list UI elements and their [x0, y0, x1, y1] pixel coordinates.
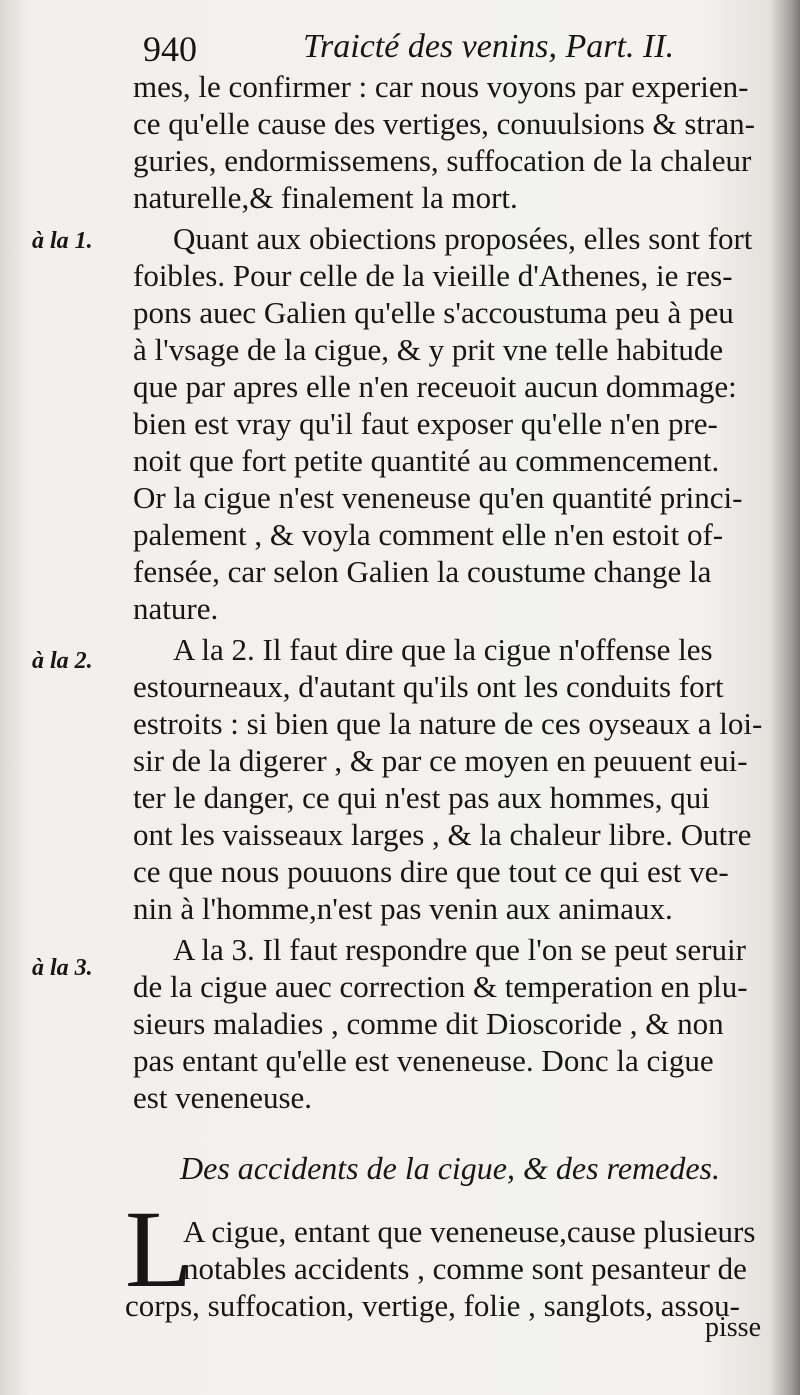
margin-note-2: à la 2. [32, 648, 93, 674]
section-heading: Des accidents de la cigue, & des remedes. [180, 1150, 720, 1186]
text-line: pons auec Galien qu'elle s'accoustuma peu à peu [133, 295, 734, 330]
text-line: que par apres elle n'en receuoit aucun dommage: [133, 369, 737, 404]
text-line: estroits : si bien que la nature de ces oyseaux a loi- [133, 706, 763, 741]
text-line: à l'vsage de la cigue, & y prit vne telle habitude [133, 332, 724, 367]
text-line: ce que nous pouuons dire que tout ce qui est ve- [133, 854, 729, 889]
margin-note-1: à la 1. [32, 228, 93, 254]
page-edge-shadow [770, 0, 800, 1395]
text-line: corps, suffocation, vertige, folie , sanglots, assou- [125, 1288, 740, 1323]
text-line: foibles. Pour celle de la vieille d'Athenes, ie res- [133, 258, 733, 293]
text-line: nin à l'homme,n'est pas venin aux animaux. [133, 891, 673, 926]
paragraph [133, 931, 788, 1116]
text-line: ont les vaisseaux larges , & la chaleur libre. Outre [133, 817, 752, 852]
text-line: ce qu'elle cause des vertiges, conuulsions & stran- [133, 106, 755, 141]
text-line: nature. [133, 591, 219, 626]
drop-cap: L [125, 1188, 193, 1310]
text-line: A la 3. Il faut respondre que l'on se peut seruir [173, 932, 746, 967]
text-line: A cigue, entant que veneneuse,cause plusieurs [183, 1214, 756, 1249]
paragraph [133, 68, 788, 216]
text-line: estourneaux, d'autant qu'ils ont les conduits fort [133, 669, 724, 704]
catchword: pisse [705, 1312, 761, 1343]
text-line: fensée, car selon Galien la coustume change la [133, 554, 712, 589]
text-line: ter le danger, ce qui n'est pas aux hommes, qui [133, 780, 710, 815]
text-line: sir de la digerer , & par ce moyen en peuuent eui- [133, 743, 748, 778]
running-title: Traicté des venins, Part. II. [303, 28, 675, 65]
text-line: A la 2. Il faut dire que la cigue n'offense les [173, 632, 713, 667]
text-line: Quant aux obiections proposées, elles sont fort [173, 221, 753, 256]
text-line: est veneneuse. [133, 1080, 313, 1115]
page-number: 940 [143, 29, 197, 69]
text-line: bien est vray qu'il faut exposer qu'elle n'en pre- [133, 406, 718, 441]
text-line: naturelle,& finalement la mort. [133, 180, 518, 215]
margin-note-3: à la 3. [32, 955, 93, 981]
text-line: palement , & voyla comment elle n'en estoit of- [133, 517, 724, 552]
paragraph [133, 220, 788, 627]
paragraph [133, 631, 788, 927]
text-line: Or la cigue n'est veneneuse qu'en quantité princi- [133, 480, 743, 515]
text-line: pas entant qu'elle est veneneuse. Donc la cigue [133, 1043, 714, 1078]
page-header [143, 22, 723, 72]
text-line: guries, endormissemens, suffocation de la chaleur [133, 143, 752, 178]
text-line: notables accidents , comme sont pesanteur de [183, 1251, 747, 1286]
text-line: mes, le confirmer : car nous voyons par experien- [133, 69, 749, 104]
main-text [133, 68, 788, 1116]
text-line: noit que fort petite quantité au commencement. [133, 443, 720, 478]
text-line: de la cigue auec correction & temperation en plu- [133, 969, 748, 1004]
text-line: sieurs maladies , comme dit Dioscoride , & non [133, 1006, 724, 1041]
